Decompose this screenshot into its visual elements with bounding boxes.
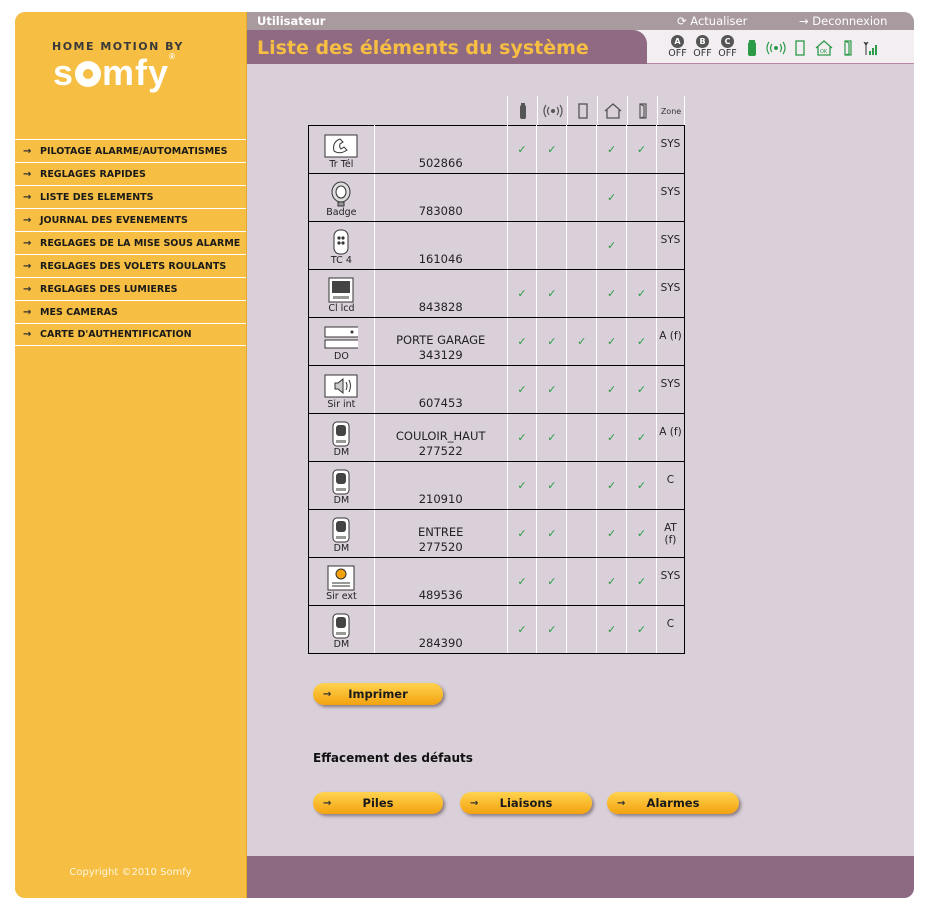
status-check-cell — [627, 174, 657, 222]
table-row — [309, 462, 685, 510]
check-icon: ✓ — [636, 431, 647, 444]
check-icon: ✓ — [547, 335, 557, 348]
header-house-icon — [597, 96, 627, 126]
check-icon: ✓ — [517, 479, 527, 492]
brand-tagline: HOME MOTION BY — [52, 40, 184, 53]
status-check-cell — [627, 510, 657, 558]
device-zone: A (f) — [656, 414, 684, 462]
device-zone: SYS — [656, 174, 684, 222]
device-type-cell — [309, 414, 375, 462]
check-icon: ✓ — [636, 623, 647, 636]
liaisons-button[interactable] — [460, 792, 592, 814]
motion-detector-icon — [324, 613, 358, 639]
status-check-cell — [567, 222, 597, 270]
check-icon: ✓ — [636, 383, 647, 396]
check-icon: ✓ — [517, 143, 527, 156]
table-row — [309, 318, 685, 366]
motion-detector-icon — [324, 421, 358, 447]
table-row — [309, 414, 685, 462]
svg-text:OK: OK — [820, 49, 828, 55]
arrow-right-icon: → — [23, 329, 32, 340]
check-icon: ✓ — [607, 287, 617, 300]
header-battery-icon — [507, 96, 537, 126]
status-check-cell — [627, 366, 657, 414]
logout-link[interactable] — [799, 14, 887, 28]
sidebar-item-2[interactable] — [15, 162, 246, 185]
check-icon: ✓ — [607, 575, 617, 588]
device-id: 343129 — [418, 347, 463, 362]
status-check-cell — [627, 270, 657, 318]
check-icon: ✓ — [636, 479, 647, 492]
device-name-cell — [374, 606, 507, 654]
check-icon: ✓ — [547, 623, 557, 636]
page-title: Liste des éléments du système — [257, 37, 589, 59]
status-check-cell — [567, 366, 597, 414]
device-name: COULOIR_HAUT — [395, 428, 486, 443]
status-check-cell — [627, 318, 657, 366]
device-type-cell — [309, 366, 375, 414]
house-ok-icon — [812, 35, 836, 61]
signal-strength-icon — [860, 35, 884, 61]
check-icon: ✓ — [547, 383, 557, 396]
arrow-right-icon: → — [617, 797, 626, 809]
sidebar-item-5[interactable] — [15, 231, 246, 254]
piles-button[interactable] — [313, 792, 443, 814]
status-check-cell — [567, 174, 597, 222]
status-check-cell — [597, 606, 627, 654]
sidebar-item-label: REGLAGES DES LUMIERES — [40, 283, 178, 295]
app-frame — [15, 12, 914, 898]
door-sensor-icon — [324, 325, 358, 351]
arrow-right-icon: → — [23, 283, 32, 295]
check-icon: ✓ — [517, 335, 527, 348]
sidebar-nav — [15, 139, 246, 346]
status-check-cell — [507, 558, 537, 606]
status-check-cell — [627, 606, 657, 654]
device-id: 607453 — [418, 395, 463, 410]
status-check-cell — [537, 222, 567, 270]
table-row — [309, 558, 685, 606]
device-id: 502866 — [418, 155, 463, 170]
header-open-door-icon — [627, 96, 657, 126]
table-row — [309, 510, 685, 558]
device-id: 277522 — [418, 443, 463, 458]
sidebar-item-label: LISTE DES ELEMENTS — [40, 191, 154, 203]
status-check-cell — [627, 558, 657, 606]
phone-transmitter-icon — [324, 133, 358, 159]
title-tab — [247, 30, 647, 64]
device-type-cell — [309, 558, 375, 606]
device-table — [308, 125, 685, 654]
device-zone: C — [656, 462, 684, 510]
status-check-cell — [597, 270, 627, 318]
refresh-icon: ⟳ — [677, 14, 687, 28]
status-check-cell — [507, 318, 537, 366]
remote-control-icon — [324, 229, 358, 255]
status-check-cell — [507, 126, 537, 174]
status-check-cell — [597, 318, 627, 366]
status-check-cell — [537, 462, 567, 510]
table-row — [309, 174, 685, 222]
check-icon: ✓ — [517, 527, 527, 540]
device-name-cell — [374, 558, 507, 606]
check-icon: ✓ — [607, 623, 617, 636]
check-icon: ✓ — [607, 527, 617, 540]
device-id: 489536 — [418, 587, 463, 602]
device-type-label: Tr Tél — [329, 158, 354, 170]
defaults-heading: Effacement des défauts — [313, 751, 473, 765]
check-icon: ✓ — [577, 335, 587, 348]
status-check-cell — [537, 270, 567, 318]
header-radio-icon — [537, 96, 567, 126]
device-name: PORTE GARAGE — [396, 332, 486, 347]
status-check-cell — [537, 126, 567, 174]
table-row — [309, 126, 685, 174]
arrow-right-icon: → — [23, 260, 32, 272]
check-icon: ✓ — [607, 143, 617, 156]
status-check-cell — [597, 462, 627, 510]
status-check-cell — [597, 414, 627, 462]
check-icon: ✓ — [607, 191, 617, 204]
check-icon: ✓ — [547, 575, 557, 588]
sidebar-item-label: REGLAGES RAPIDES — [40, 168, 146, 180]
device-type-cell — [309, 510, 375, 558]
status-check-cell — [537, 174, 567, 222]
device-name-cell — [374, 510, 507, 558]
status-check-cell — [537, 558, 567, 606]
sidebar-item-4[interactable] — [15, 208, 246, 231]
sidebar-item-1[interactable] — [15, 139, 246, 162]
arrow-right-icon: → — [23, 191, 32, 203]
sidebar-item-3[interactable] — [15, 185, 246, 208]
device-name-cell — [374, 414, 507, 462]
zone-c-status: C OFF — [718, 37, 737, 59]
sidebar-item-label: REGLAGES DES VOLETS ROULANTS — [40, 260, 227, 272]
header-door-icon — [567, 96, 597, 126]
check-icon: ✓ — [517, 287, 527, 300]
somfy-logo: s mfy® — [53, 52, 176, 93]
arrow-right-icon: → — [23, 168, 32, 180]
device-type-cell — [309, 174, 375, 222]
status-check-cell — [627, 126, 657, 174]
device-id: 783080 — [418, 203, 463, 218]
device-type-label: Badge — [326, 206, 357, 218]
table-row — [309, 270, 685, 318]
check-icon: ✓ — [636, 335, 647, 348]
header-zone: Zone — [657, 96, 685, 126]
check-icon: ✓ — [636, 575, 647, 588]
check-icon: ✓ — [547, 287, 557, 300]
arrow-right-icon: → — [23, 214, 32, 226]
status-check-cell — [597, 366, 627, 414]
top-bar — [247, 12, 914, 30]
status-check-cell — [567, 270, 597, 318]
check-icon: ✓ — [607, 431, 617, 444]
table-row — [309, 222, 685, 270]
device-zone: SYS — [656, 558, 684, 606]
sidebar-item-label: PILOTAGE ALARME/AUTOMATISMES — [40, 145, 228, 157]
radio-link-icon — [764, 35, 788, 61]
alarmes-button[interactable] — [607, 792, 739, 814]
motion-detector-icon — [324, 469, 358, 495]
device-type-cell — [309, 270, 375, 318]
device-zone: AT (f) — [656, 510, 684, 558]
motion-detector-icon — [324, 517, 358, 543]
status-check-cell — [537, 366, 567, 414]
device-type-label: DM — [333, 494, 350, 506]
sidebar-item-9[interactable] — [15, 323, 246, 346]
device-id: 843828 — [418, 299, 463, 314]
device-zone: SYS — [656, 126, 684, 174]
device-name-cell — [374, 366, 507, 414]
check-icon: ✓ — [517, 575, 527, 588]
check-icon: ✓ — [517, 431, 527, 444]
check-icon: ✓ — [607, 383, 617, 396]
status-check-cell — [507, 462, 537, 510]
liaisons-button-label: Liaisons — [499, 796, 553, 810]
door-icon — [788, 35, 812, 61]
check-icon: ✓ — [517, 383, 527, 396]
device-name-cell — [374, 318, 507, 366]
device-id: 277520 — [418, 539, 463, 554]
device-type-label: DM — [333, 446, 350, 458]
status-check-cell — [597, 558, 627, 606]
status-check-cell — [627, 462, 657, 510]
device-name-cell — [374, 270, 507, 318]
title-bar — [247, 30, 914, 64]
status-check-cell — [597, 174, 627, 222]
status-check-cell — [567, 318, 597, 366]
device-type-label: Sir int — [327, 398, 356, 410]
sidebar-item-8[interactable] — [15, 300, 246, 323]
check-icon: ✓ — [547, 479, 557, 492]
device-name-cell — [374, 174, 507, 222]
copyright: Copyright ©2010 Somfy — [69, 867, 192, 878]
status-check-cell — [537, 606, 567, 654]
device-zone: A (f) — [656, 318, 684, 366]
check-icon: ✓ — [547, 431, 557, 444]
device-zone: SYS — [656, 270, 684, 318]
system-status — [665, 35, 884, 61]
device-name: ENTREE — [417, 524, 464, 539]
status-check-cell — [627, 414, 657, 462]
device-name-cell — [374, 222, 507, 270]
refresh-link[interactable] — [677, 14, 747, 28]
device-type-label: Cl lcd — [328, 302, 355, 314]
status-check-cell — [567, 606, 597, 654]
arrow-right-icon: → — [23, 306, 32, 318]
device-zone: SYS — [656, 366, 684, 414]
arrow-right-icon: → — [23, 237, 32, 249]
sidebar-item-7[interactable] — [15, 277, 246, 300]
device-name-cell — [374, 126, 507, 174]
arrow-right-icon: → — [323, 688, 332, 700]
check-icon: ✓ — [607, 335, 617, 348]
status-check-cell — [627, 222, 657, 270]
sidebar-item-label: JOURNAL DES EVENEMENTS — [40, 214, 188, 226]
arrow-right-icon: → — [23, 145, 32, 157]
check-icon: ✓ — [517, 623, 527, 636]
badge-icon — [324, 181, 358, 207]
device-id: 161046 — [418, 251, 463, 266]
check-icon: ✓ — [636, 287, 647, 300]
outdoor-siren-icon — [324, 565, 358, 591]
sidebar-item-6[interactable] — [15, 254, 246, 277]
open-door-icon — [836, 35, 860, 61]
status-check-cell — [507, 510, 537, 558]
arrow-right-icon: → — [799, 14, 809, 28]
status-check-cell — [507, 222, 537, 270]
sidebar — [15, 12, 247, 898]
sidebar-item-label: REGLAGES DE LA MISE SOUS ALARME — [40, 237, 241, 249]
print-button[interactable] — [313, 683, 443, 705]
device-zone: C — [656, 606, 684, 654]
device-type-label: DM — [333, 638, 350, 650]
status-check-cell — [567, 558, 597, 606]
table-row — [309, 606, 685, 654]
device-type-cell — [309, 462, 375, 510]
status-check-cell — [567, 414, 597, 462]
device-type-label: TC 4 — [330, 254, 352, 266]
device-zone: SYS — [656, 222, 684, 270]
check-icon: ✓ — [607, 479, 617, 492]
battery-icon — [740, 35, 764, 61]
device-type-label: Sir ext — [326, 590, 357, 602]
device-id: 284390 — [418, 635, 463, 650]
check-icon: ✓ — [636, 527, 647, 540]
lcd-keypad-icon — [324, 277, 358, 303]
device-id: 210910 — [418, 491, 463, 506]
status-check-cell — [537, 318, 567, 366]
device-type-label: DO — [334, 350, 349, 362]
status-check-cell — [597, 510, 627, 558]
table-header — [507, 96, 685, 126]
device-type-label: DM — [333, 542, 350, 554]
user-label: Utilisateur — [257, 14, 326, 28]
status-check-cell — [567, 510, 597, 558]
status-check-cell — [507, 174, 537, 222]
status-check-cell — [507, 270, 537, 318]
print-button-label: Imprimer — [348, 687, 408, 701]
alarmes-button-label: Alarmes — [646, 796, 700, 810]
main-content — [247, 64, 914, 856]
status-check-cell — [537, 414, 567, 462]
device-type-cell — [309, 126, 375, 174]
piles-button-label: Piles — [362, 796, 394, 810]
sidebar-item-label: MES CAMERAS — [40, 306, 118, 318]
device-type-cell — [309, 222, 375, 270]
device-type-cell — [309, 318, 375, 366]
status-check-cell — [567, 126, 597, 174]
zone-b-status: B OFF — [693, 37, 712, 59]
status-check-cell — [507, 606, 537, 654]
arrow-right-icon: → — [470, 797, 479, 809]
refresh-label: Actualiser — [690, 14, 748, 28]
status-check-cell — [507, 414, 537, 462]
check-icon: ✓ — [636, 143, 647, 156]
sidebar-item-label: CARTE D'AUTHENTIFICATION — [40, 329, 192, 340]
status-check-cell — [567, 462, 597, 510]
status-check-cell — [507, 366, 537, 414]
footer-bar — [247, 856, 914, 898]
check-icon: ✓ — [547, 527, 557, 540]
device-type-cell — [309, 606, 375, 654]
status-check-cell — [537, 510, 567, 558]
zone-a-status: A OFF — [668, 37, 687, 59]
check-icon: ✓ — [607, 239, 617, 252]
indoor-siren-icon — [324, 373, 358, 399]
status-check-cell — [597, 222, 627, 270]
status-check-cell — [597, 126, 627, 174]
arrow-right-icon: → — [323, 797, 332, 809]
check-icon: ✓ — [547, 143, 557, 156]
logout-label: Deconnexion — [812, 14, 888, 28]
device-name-cell — [374, 462, 507, 510]
table-row — [309, 366, 685, 414]
